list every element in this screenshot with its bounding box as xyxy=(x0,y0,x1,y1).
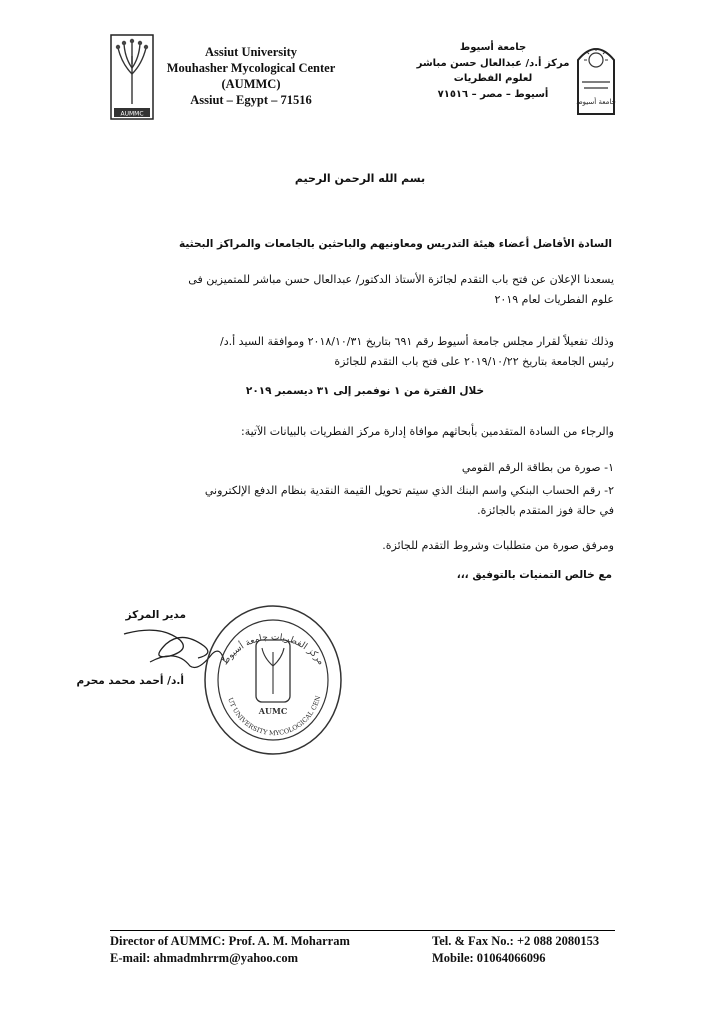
footer-mobile: Mobile: 01064066096 xyxy=(432,951,546,965)
official-stamp xyxy=(198,598,348,758)
header-english xyxy=(158,44,344,108)
footer-email: E-mail: ahmadmhrrm@yahoo.com xyxy=(110,951,299,965)
header-ar-line1: جامعة أسيوط xyxy=(459,42,527,53)
signatory-name: أ.د/ أحمد محمد محرم xyxy=(76,675,184,687)
header-arabic xyxy=(412,40,574,102)
header-ar-line2: مركز أ.د/ عبدالعال حسن مباشر xyxy=(416,57,570,69)
header-ar-line4: أسيوط – مصر – ٧١٥١٦ xyxy=(437,88,549,100)
requirement-item-2 xyxy=(114,481,614,521)
header-en-line1: Assiut University xyxy=(204,45,298,59)
requirement-item-2-line1: ٢- رقم الحساب البنكي واسم البنك الذي سيتم تحويل القيمة النقدية بنظام الدفع الإلكتروني xyxy=(204,484,614,497)
closing-greeting: مع خالص التمنيات بالتوفيق ،،، xyxy=(456,569,612,581)
stamp-outer-text: مركز الفطريات جامعة أسيوط xyxy=(220,632,326,668)
bismillah: بسم الله الرحمن الرحيم xyxy=(294,172,426,185)
requirement-item-1: ١- صورة من بطاقة الرقم القومي xyxy=(461,461,614,474)
application-period: خلال الفترة من ١ نوفمبر إلى ٣١ ديسمبر ٢٠١٩ xyxy=(245,385,485,397)
header-ar-line3: لعلوم الفطريات xyxy=(453,73,533,84)
footer-director: Director of AUMMC: Prof. A. M. Moharram xyxy=(110,934,350,948)
assiut-logo-text: جامعة أسيوط xyxy=(576,98,616,106)
paragraph-resolution-line2: رئيس الجامعة بتاريخ ٢٠١٩/١٠/٢٢ على فتح باب التقدم للجائزة xyxy=(334,355,614,368)
svg-text:ASSIUT UNIVERSITY MYCOLOGICAL xyxy=(198,598,322,737)
attachment-note: ومرفق صورة من متطلبات وشروط التقدم للجائزة. xyxy=(382,539,614,552)
addressee: السادة الأفاضل أعضاء هيئة التدريس ومعاونيهم والباحثين بالجامعات والمراكز البحثية xyxy=(179,238,612,250)
requirement-item-2-line2: في حالة فوز المتقدم بالجائزة. xyxy=(477,504,614,517)
stamp-center-text: AUMC xyxy=(258,706,288,716)
paragraph-announcement-line2: علوم الفطريات لعام ٢٠١٩ xyxy=(494,293,614,306)
paragraph-announcement xyxy=(108,270,614,310)
aummc-logo xyxy=(110,34,154,120)
assiut-university-logo xyxy=(576,38,616,116)
paragraph-resolution xyxy=(108,332,614,372)
request-paragraph: والرجاء من السادة المتقدمين بأبحاثهم موافاة إدارة مركز الفطريات بالبيانات الآتية: xyxy=(241,425,614,438)
header-en-line2: Mouhasher Mycological Center xyxy=(166,61,336,75)
header-en-line3: (AUMMC) xyxy=(221,77,281,91)
stamp-inner-text: UT UNIVERSITY MYCOLOGICAL CEN xyxy=(226,694,323,738)
footer-telfax: Tel. & Fax No.: +2 088 2080153 xyxy=(432,934,600,948)
paragraph-announcement-line1: يسعدنا الإعلان عن فتح باب التقدم لجائزة الأستاذ الدكتور/ عبدالعال حسن مباشر للمتميزين فى xyxy=(188,273,614,286)
signatory-title: مدير المركز xyxy=(125,609,186,621)
paragraph-resolution-line1: وذلك تفعيلاً لقرار مجلس جامعة أسيوط رقم ٦٩١ بتاريخ ٢٠١٨/١٠/٣١ وموافقة السيد أ.د/ xyxy=(220,335,614,348)
aummc-logo-text: AUMMC xyxy=(120,110,144,118)
footer-divider xyxy=(110,930,615,931)
header-en-line4: Assiut – Egypt – 71516 xyxy=(190,93,312,107)
